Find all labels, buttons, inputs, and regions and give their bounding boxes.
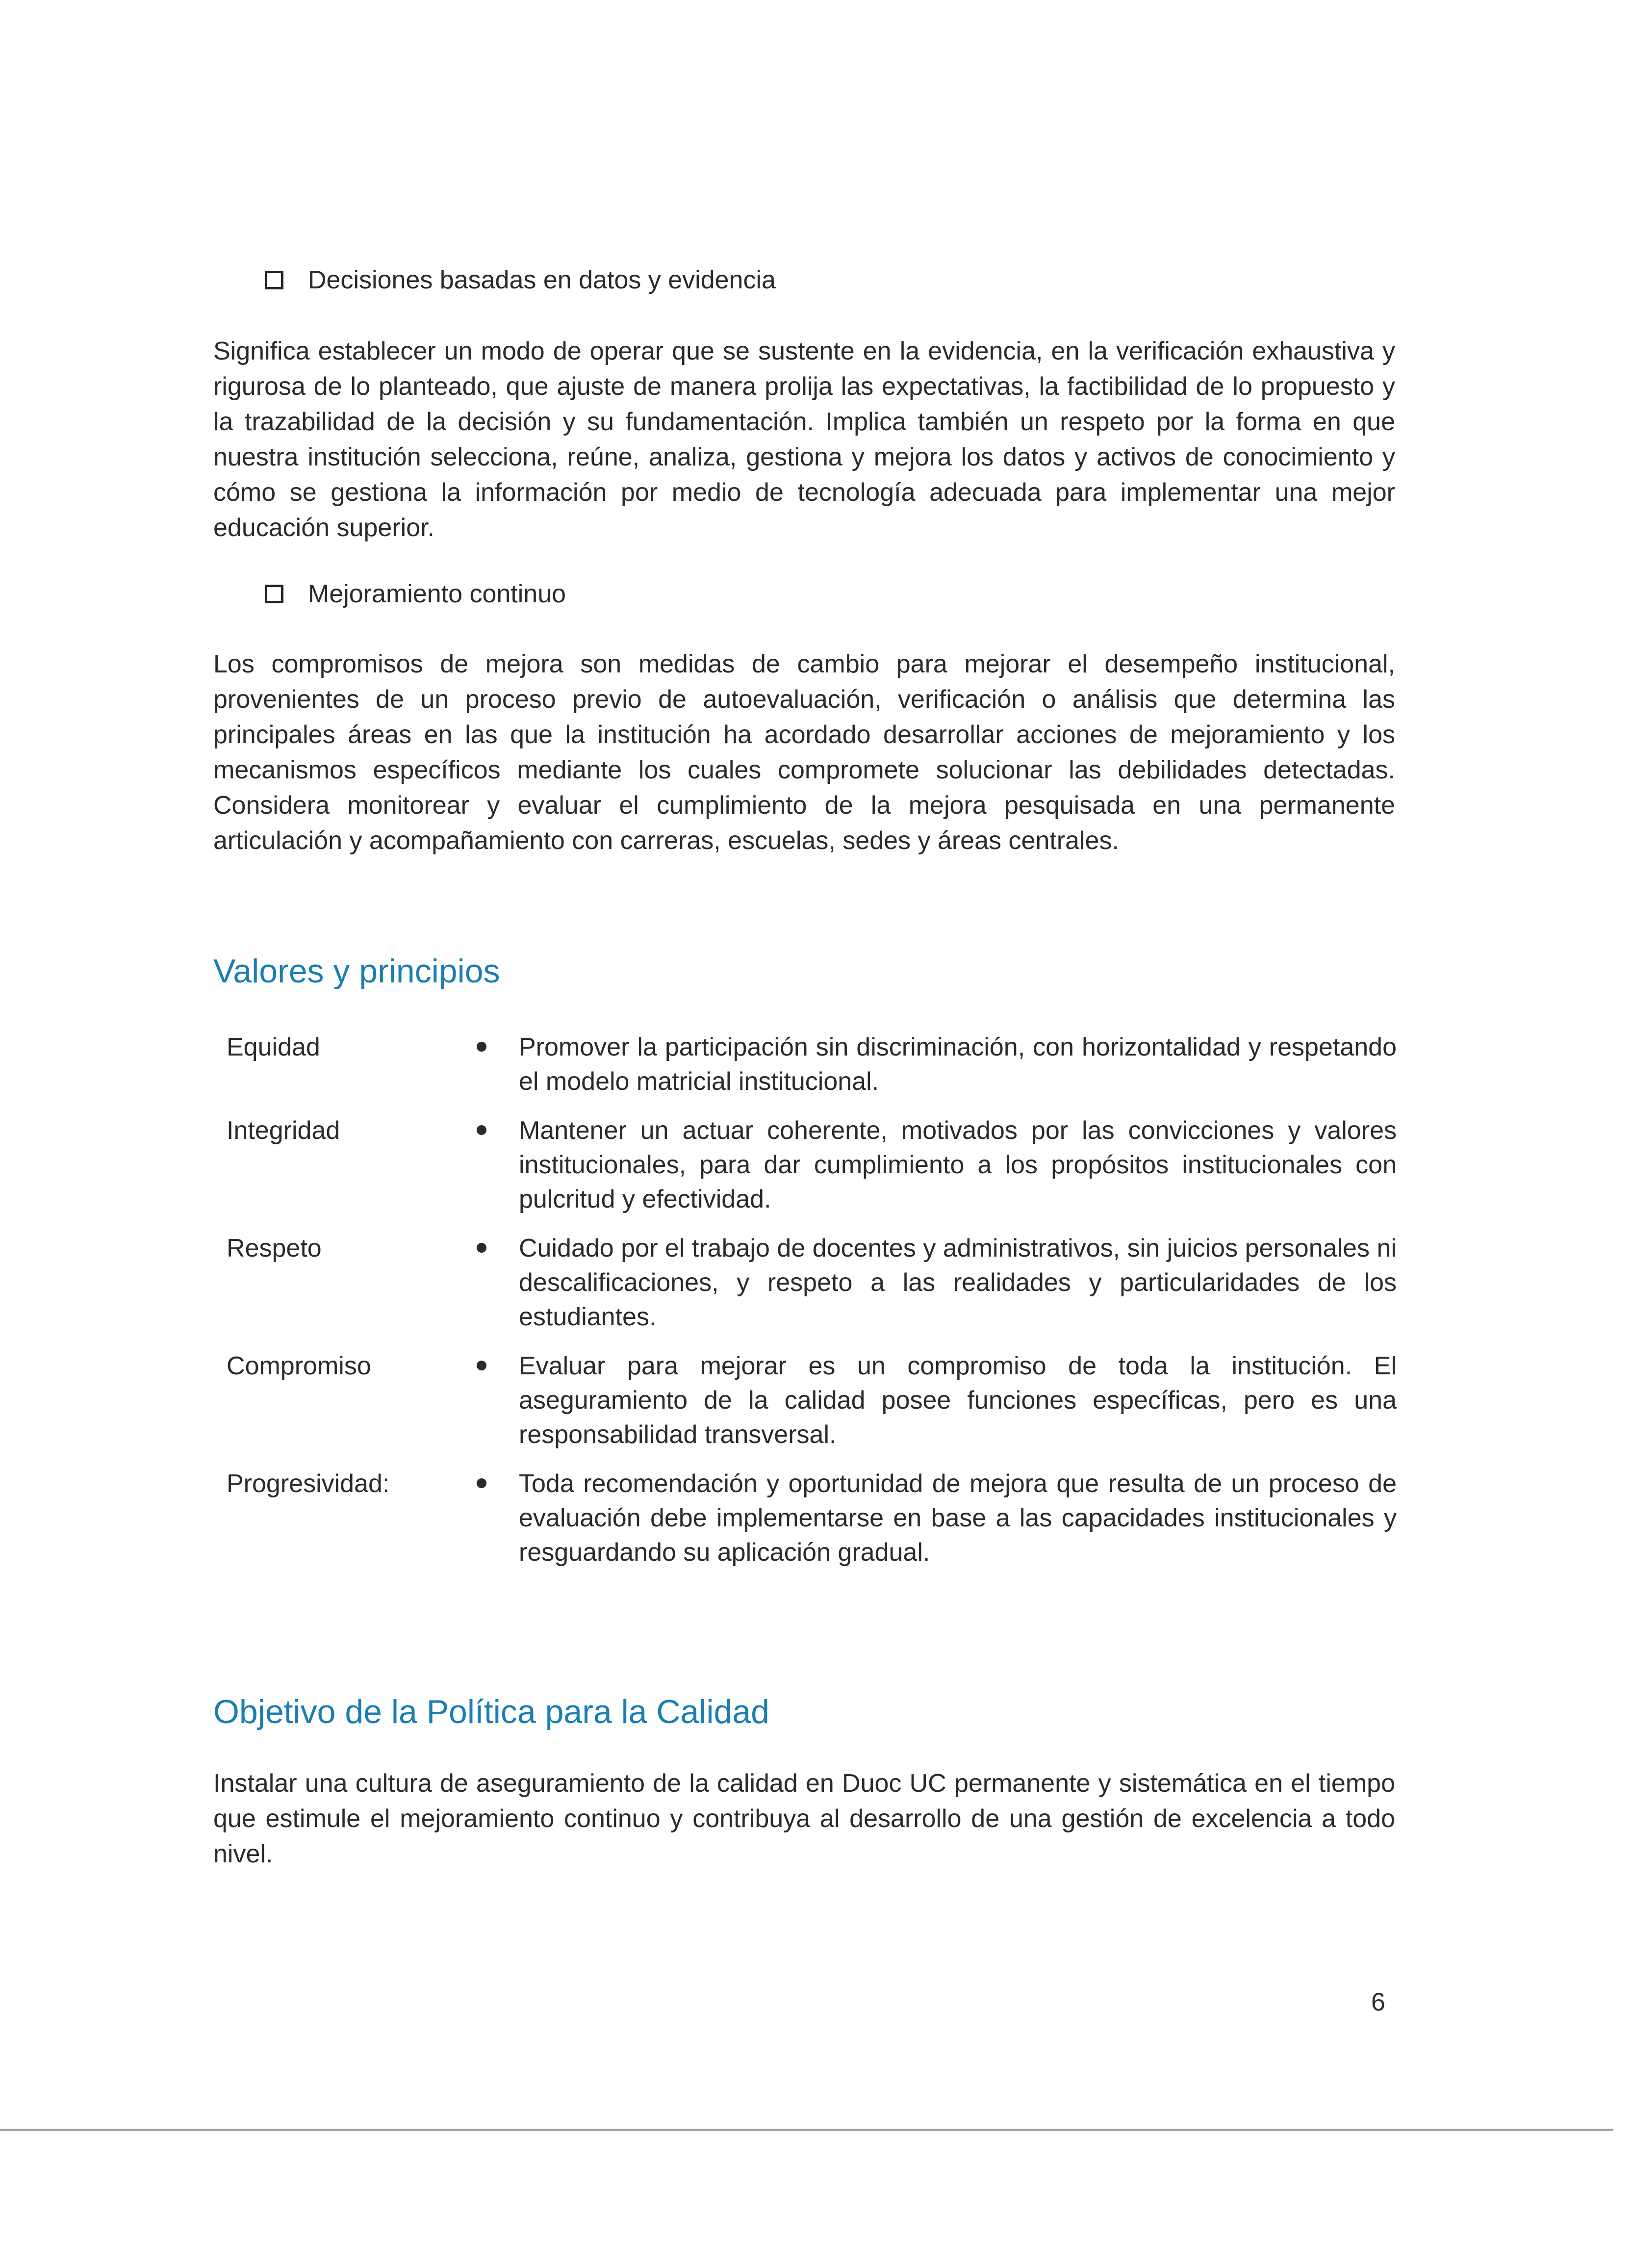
objective-paragraph: Instalar una cultura de aseguramiento de la calidad en Duoc UC permanente y sistemática en el tiempo que estimule el mejoramiento continuo y contribuya al desarrollo de una gestión de excelencia a todo nivel.: [213, 1769, 1395, 1868]
criterion-heading-label: Decisiones basadas en datos y evidencia: [308, 266, 776, 294]
section-title-valores: Valores y principios: [213, 953, 500, 990]
value-description: Cuidado por el trabajo de docentes y administrativos, sin juicios personales ni descalificaciones, y respeto a las realidades y particularidades de los estudiantes.: [519, 1234, 1397, 1331]
value-description: Promover la participación sin discriminación, con horizontalidad y respetando el modelo matricial institucional.: [519, 1033, 1397, 1096]
criterion-paragraph-datos: Significa establecer un modo de operar que se sustente en la evidencia, en la verificación exhaustiva y rigurosa de lo planteado, que ajuste de manera prolija las expectativas, la factibilidad de lo propuesto y la trazabilidad de la decisión y su fundamentación. Implica también un respeto por la forma en que nuestra institución selecciona, reúne, analiza, gestiona y mejora los datos y activos de conocimiento y cómo se gestiona la información por medio de tecnología adecuada para implementar una mejor educación superior.: [213, 337, 1395, 542]
section-title-objetivo: Objetivo de la Política para la Calidad: [213, 1693, 769, 1730]
footer-divider: [0, 2129, 1613, 2131]
value-description: Evaluar para mejorar es un compromiso de toda la institución. El aseguramiento de la calidad posee funciones específicas, pero es una responsabilidad transversal.: [519, 1352, 1397, 1449]
criterion-paragraph-mejoramiento: Los compromisos de mejora son medidas de cambio para mejorar el desempeño institucional, provenientes de un proceso previo de autoevaluación, verificación o análisis que determina las principales áreas en las que la institución ha acordado desarrollar acciones de mejoramiento y los mecanismos específicos mediante los cuales compromete solucionar las debilidades detectadas. Considera monitorear y evaluar el cumplimiento de la mejora pesquisada en una permanente articulación y acompañamiento con carreras, escuelas, sedes y áreas centrales.: [213, 650, 1395, 855]
bullet-icon: [477, 1243, 486, 1253]
bullet-icon: [477, 1125, 486, 1135]
checkbox-icon: [265, 271, 283, 289]
bullet-icon: [477, 1042, 486, 1052]
bullet-icon: [477, 1478, 486, 1488]
value-term: Equidad: [227, 1033, 320, 1061]
page-number: 6: [1371, 1988, 1385, 2016]
value-description: Toda recomendación y oportunidad de mejora que resulta de un proceso de evaluación debe implementarse en base a las capacidades institucionales y resguardando su aplicación gradual.: [519, 1469, 1397, 1567]
bullet-icon: [477, 1361, 486, 1370]
value-term: Progresividad:: [227, 1469, 390, 1498]
value-term: Integridad: [227, 1116, 340, 1145]
criterion-heading-mejoramiento: [265, 579, 566, 609]
value-description: Mantener un actuar coherente, motivados por las convicciones y valores institucionales, para dar cumplimiento a los propósitos institucionales con pulcritud y efectividad.: [519, 1116, 1397, 1213]
criterion-heading-datos: [265, 265, 776, 295]
value-term: Compromiso: [227, 1352, 371, 1380]
value-term: Respeto: [227, 1234, 322, 1263]
criterion-heading-label: Mejoramiento continuo: [308, 580, 566, 608]
checkbox-icon: [265, 585, 283, 603]
